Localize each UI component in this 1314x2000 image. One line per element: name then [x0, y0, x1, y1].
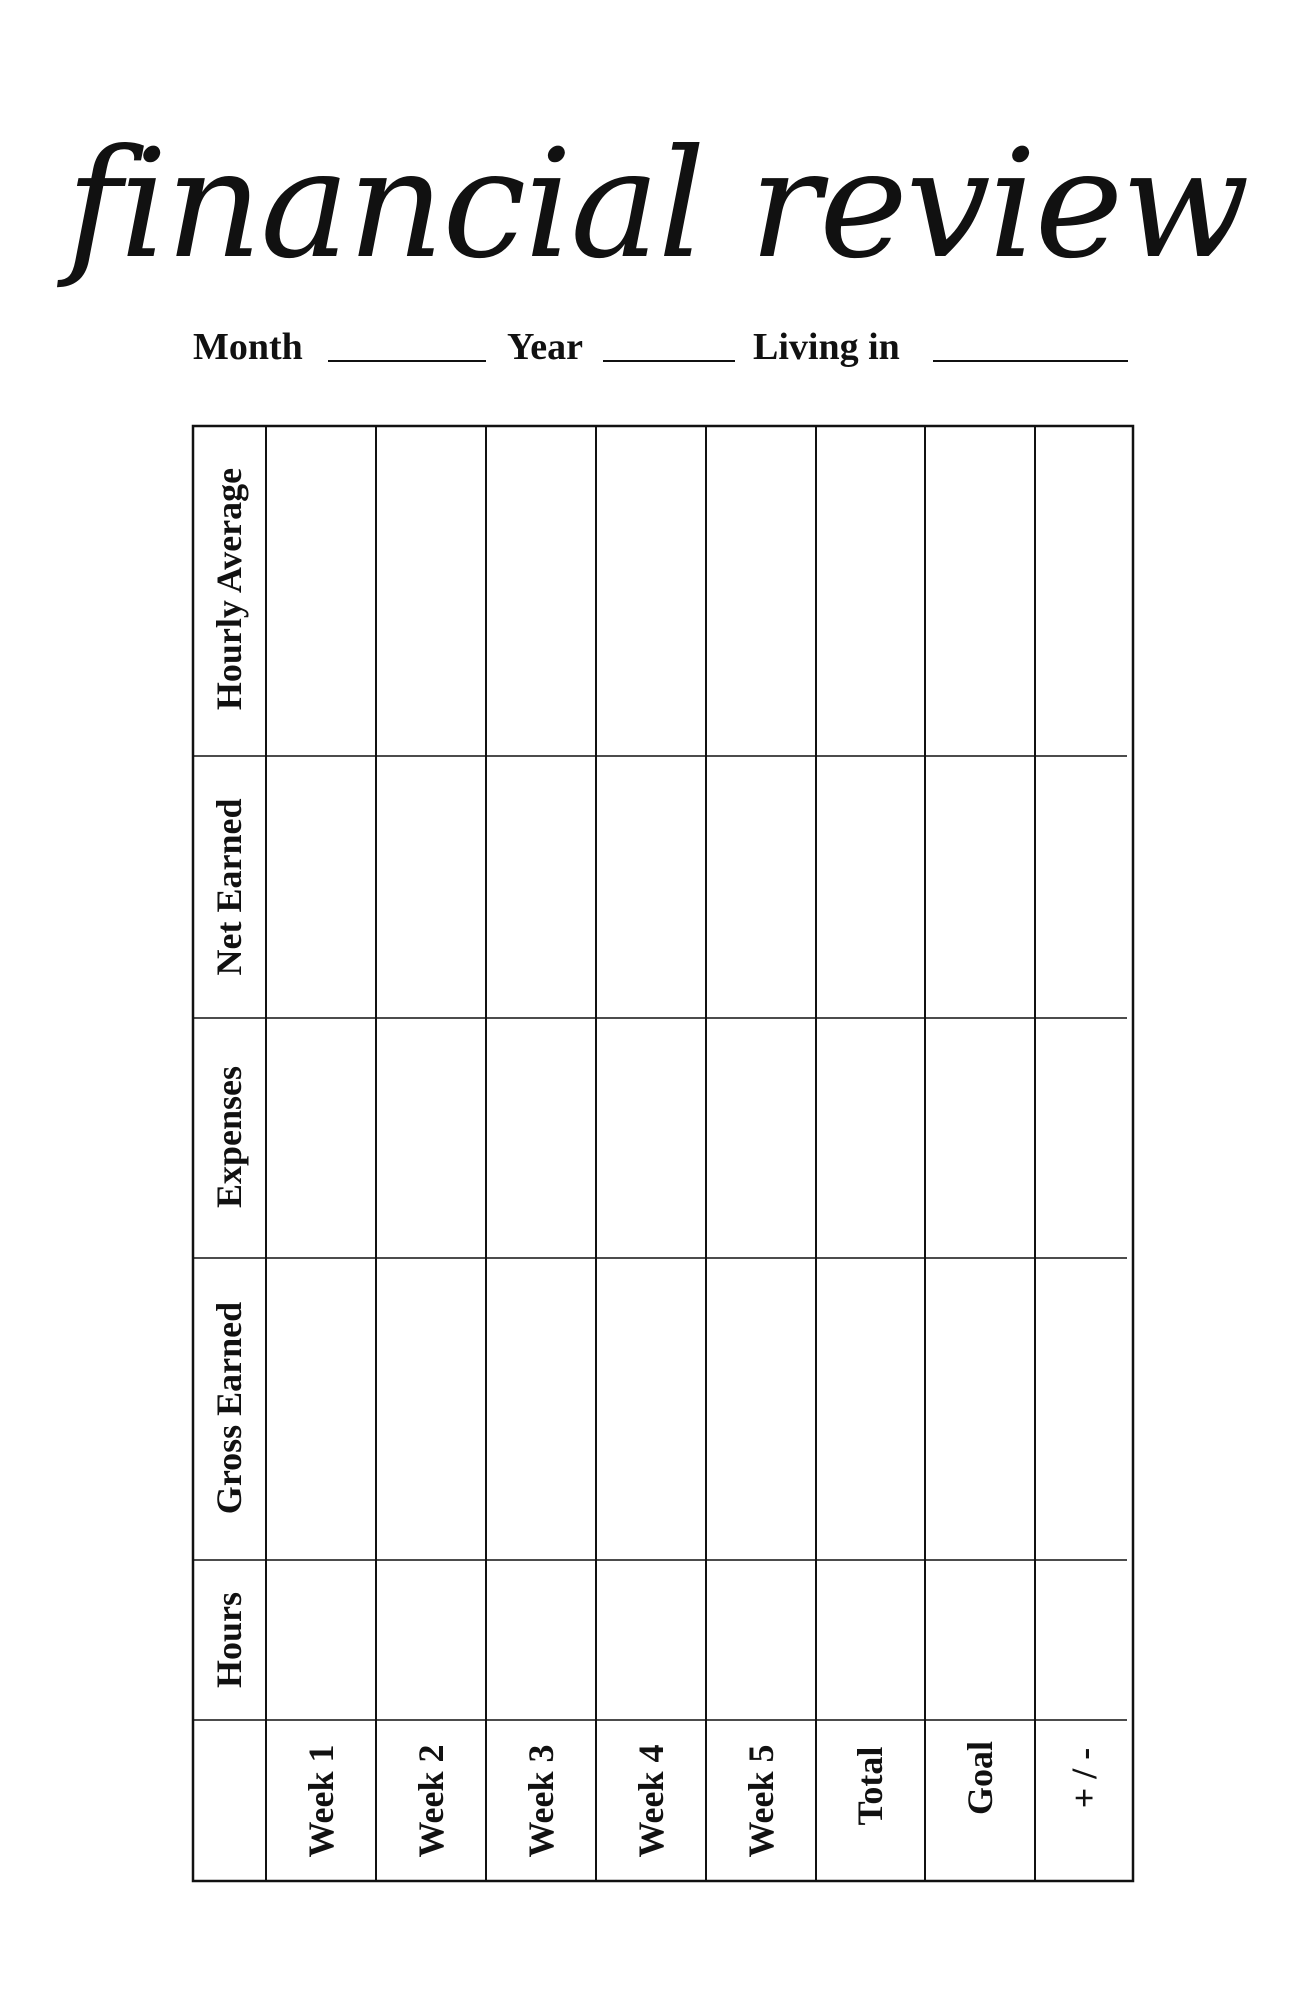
- table-cell[interactable]: [266, 1560, 376, 1720]
- table-cell[interactable]: [816, 426, 925, 756]
- table-cell[interactable]: [376, 756, 486, 1018]
- table-cell[interactable]: [816, 1560, 925, 1720]
- table-cell[interactable]: [376, 1018, 486, 1258]
- table-cell[interactable]: [706, 1560, 816, 1720]
- month-label: Month: [193, 326, 303, 368]
- table-cell[interactable]: [596, 756, 706, 1018]
- table-cell[interactable]: [706, 1018, 816, 1258]
- table-cell[interactable]: [376, 1560, 486, 1720]
- table-cell[interactable]: [706, 426, 816, 756]
- table-cell[interactable]: [376, 426, 486, 756]
- table-cell[interactable]: [486, 1258, 596, 1560]
- table-cell[interactable]: [816, 756, 925, 1018]
- table-cell[interactable]: [486, 756, 596, 1018]
- table-cell[interactable]: [1035, 756, 1133, 1018]
- table-cell[interactable]: [486, 426, 596, 756]
- table-cell[interactable]: [266, 1018, 376, 1258]
- table-cell[interactable]: [266, 426, 376, 756]
- table-cell[interactable]: [816, 1018, 925, 1258]
- table-cell[interactable]: [266, 1258, 376, 1560]
- table-cell[interactable]: [816, 1258, 925, 1560]
- table-cell[interactable]: [1035, 426, 1133, 756]
- table-cell[interactable]: [1035, 1560, 1133, 1720]
- table-cell[interactable]: [1035, 1258, 1133, 1560]
- year-label: Year: [507, 326, 583, 368]
- table-cell[interactable]: [925, 1560, 1035, 1720]
- table-cell[interactable]: [596, 426, 706, 756]
- table-cell[interactable]: [706, 1258, 816, 1560]
- page-title: financial review: [66, 118, 1248, 292]
- table-cell[interactable]: [925, 426, 1035, 756]
- table-cell[interactable]: [1035, 1018, 1133, 1258]
- living-in-label: Living in: [753, 326, 900, 368]
- table-cell[interactable]: [266, 756, 376, 1018]
- table-cell[interactable]: [925, 1018, 1035, 1258]
- table-cell[interactable]: [596, 1560, 706, 1720]
- table-cell[interactable]: [596, 1018, 706, 1258]
- table-cell[interactable]: [925, 1258, 1035, 1560]
- table-cell[interactable]: [596, 1258, 706, 1560]
- table-cell[interactable]: [925, 756, 1035, 1018]
- table-cell[interactable]: [706, 756, 816, 1018]
- table-cell[interactable]: [376, 1258, 486, 1560]
- table-cell[interactable]: [486, 1018, 596, 1258]
- table-cell[interactable]: [486, 1560, 596, 1720]
